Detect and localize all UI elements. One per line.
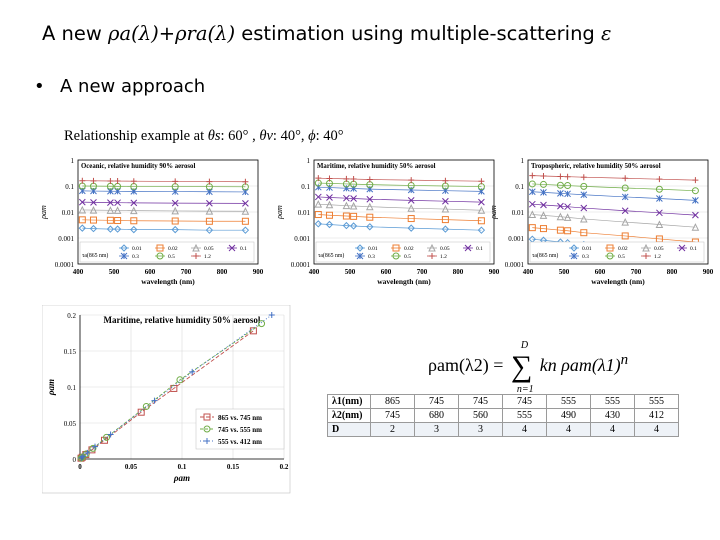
legend-label: 0.1 — [690, 246, 697, 252]
chart-title: Tropospheric, relative humidity 50% aerosol — [531, 163, 661, 170]
x-tick-label: 0.1 — [177, 463, 187, 471]
table-cell: 745 — [503, 395, 547, 409]
table-cell: 865 — [371, 395, 415, 409]
x-tick-label: 0.15 — [226, 463, 240, 471]
legend-label: 0.1 — [240, 246, 247, 252]
x-tick-label: 900 — [252, 268, 264, 276]
x-tick-label: 800 — [452, 268, 464, 276]
data-point — [692, 177, 698, 183]
table-cell: 745 — [415, 395, 459, 409]
x-tick-label: 500 — [558, 268, 570, 276]
x-tick-label: 600 — [594, 268, 606, 276]
chart-title: Maritime, relative humidity 50% aerosol — [103, 315, 261, 325]
series-line — [318, 224, 481, 230]
legend-label: 0.3 — [582, 254, 589, 260]
rho-ra-symbol: ρra(λ) — [175, 22, 236, 45]
table-cell: 4 — [547, 423, 591, 437]
bullet-point — [34, 76, 205, 97]
y-tick-label: 0.1 — [515, 183, 524, 191]
legend-label: 0.3 — [132, 254, 139, 260]
y-tick-label: 1 — [70, 157, 74, 165]
data-point — [269, 312, 275, 318]
wavelength-table — [327, 394, 679, 437]
chart-title: Oceanic, relative humidity 90% aerosol — [81, 163, 196, 170]
series-line — [532, 215, 695, 228]
y-axis-label: ρam — [46, 378, 56, 396]
y-tick-label: 0.001 — [508, 235, 524, 243]
table-cell: 412 — [635, 409, 679, 423]
series-line — [532, 176, 695, 180]
series-line — [532, 184, 695, 191]
series-line — [532, 228, 695, 242]
y-tick-label: 0.05 — [63, 420, 76, 428]
legend-label: 0.1 — [476, 246, 483, 252]
x-axis-label: ρam — [173, 473, 191, 483]
x-tick-label: 400 — [522, 268, 534, 276]
legend-label: 1.2 — [654, 254, 661, 260]
legend-title: τa(865 nm) — [82, 253, 109, 259]
table-cell: 745 — [371, 409, 415, 423]
legend-box — [316, 242, 490, 262]
legend-label: 0.05 — [654, 246, 664, 252]
chart-oceanic — [36, 150, 270, 290]
x-tick-label: 0 — [78, 463, 82, 471]
table-cell: 4 — [503, 423, 547, 437]
table-row-label: λ1(nm) — [328, 395, 371, 409]
series-line — [318, 204, 481, 210]
legend-label: 865 vs. 745 nm — [218, 414, 262, 422]
table-row-label: λ2(nm) — [328, 409, 371, 423]
legend-label: 0.3 — [368, 254, 375, 260]
series-line — [82, 202, 245, 203]
data-point — [326, 175, 332, 181]
legend-label: 0.01 — [582, 246, 592, 252]
chart-maritime — [272, 150, 506, 290]
x-tick-label: 700 — [180, 268, 192, 276]
x-tick-label: 600 — [144, 268, 156, 276]
table-row — [328, 395, 679, 409]
y-tick-label: 0.1 — [65, 183, 74, 191]
table-cell: 560 — [459, 409, 503, 423]
data-point — [557, 173, 563, 179]
x-tick-label: 600 — [380, 268, 392, 276]
epsilon-symbol: ε — [601, 22, 612, 45]
data-point — [172, 178, 178, 184]
y-tick-label: 0.0001 — [290, 261, 310, 269]
data-point — [442, 178, 448, 184]
data-point — [408, 177, 414, 183]
legend-label: 0.5 — [168, 254, 175, 260]
legend-label: 0.05 — [440, 246, 450, 252]
data-point — [90, 178, 96, 184]
series-line — [318, 215, 481, 221]
legend-box — [530, 242, 704, 262]
series-line — [318, 197, 481, 202]
legend-title: τa(865 nm) — [318, 253, 345, 259]
table-cell: 430 — [591, 409, 635, 423]
data-point — [351, 176, 357, 182]
x-tick-label: 500 — [108, 268, 120, 276]
table-row — [328, 423, 679, 437]
legend-label: 0.02 — [168, 246, 178, 252]
table-cell: 555 — [635, 395, 679, 409]
data-point — [107, 178, 113, 184]
series-line — [82, 220, 245, 221]
data-point — [367, 176, 373, 182]
x-tick-label: 700 — [416, 268, 428, 276]
legend-box — [80, 242, 254, 262]
table-cell: 4 — [635, 423, 679, 437]
legend-label: 0.5 — [404, 254, 411, 260]
legend-label: 555 vs. 412 nm — [218, 438, 262, 446]
y-axis-label: ρam — [489, 205, 498, 219]
legend-label: 0.5 — [618, 254, 625, 260]
y-tick-label: 0 — [72, 456, 76, 464]
data-point — [343, 176, 349, 182]
x-tick-label: 500 — [344, 268, 356, 276]
y-tick-label: 0.01 — [511, 209, 524, 217]
data-point — [540, 173, 546, 179]
y-tick-label: 0.1 — [301, 183, 310, 191]
legend-label: 0.02 — [404, 246, 414, 252]
table-cell: 4 — [591, 423, 635, 437]
legend-title: τa(865 nm) — [532, 253, 559, 259]
multiple-scattering-equation: ρam(λ2) = D ∑ n=1 kn $\rho am(\lambda 1)^n$ — [428, 340, 629, 395]
data-point — [79, 178, 85, 184]
data-point — [622, 175, 628, 181]
bullet-icon: • — [34, 76, 45, 97]
series-line — [532, 192, 695, 201]
table-cell: 555 — [503, 409, 547, 423]
legend-label: 1.2 — [440, 254, 447, 260]
table-row-label: D — [328, 423, 371, 437]
x-axis-label: wavelength (nm) — [141, 277, 195, 286]
chart-title: Maritime, relative humidity 50% aerosol — [317, 163, 436, 170]
data-point — [478, 178, 484, 184]
series-line — [318, 178, 481, 181]
rho-a-symbol: ρa(λ) — [108, 22, 159, 45]
series-line — [82, 210, 245, 211]
y-tick-label: 0.01 — [297, 209, 310, 217]
series-line — [318, 187, 481, 191]
x-tick-label: 900 — [702, 268, 714, 276]
series-line — [82, 181, 245, 182]
x-tick-label: 900 — [488, 268, 500, 276]
table-cell: 555 — [591, 395, 635, 409]
table-cell: 3 — [415, 423, 459, 437]
x-axis-label: wavelength (nm) — [591, 277, 645, 286]
bullet-text: A new approach — [60, 76, 206, 97]
x-tick-label: 800 — [216, 268, 228, 276]
data-point — [565, 174, 571, 180]
data-point — [581, 174, 587, 180]
data-point — [242, 179, 248, 185]
table-cell: 745 — [459, 395, 503, 409]
data-point — [206, 179, 212, 185]
legend-label: 0.01 — [132, 246, 142, 252]
x-tick-label: 0.2 — [279, 463, 289, 471]
table-cell: 2 — [371, 423, 415, 437]
x-tick-label: 800 — [666, 268, 678, 276]
x-tick-label: 400 — [308, 268, 320, 276]
x-tick-label: 700 — [630, 268, 642, 276]
figure-caption: Relationship example at θs: 60° , θv: 40°, ϕ: 40° — [64, 128, 344, 144]
legend-label: 745 vs. 555 nm — [218, 426, 262, 434]
y-axis-label: ρam — [275, 205, 284, 219]
slide-title: A new ρa(λ)+ρra(λ) estimation using multiple-scattering ε — [42, 22, 612, 45]
data-point — [131, 178, 137, 184]
y-tick-label: 0.0001 — [54, 261, 74, 269]
data-point — [529, 173, 535, 179]
legend-label: 0.01 — [368, 246, 378, 252]
y-tick-label: 1 — [306, 157, 310, 165]
table-cell: 555 — [547, 395, 591, 409]
y-axis-label: ρam — [39, 205, 48, 219]
y-tick-label: 0.2 — [67, 312, 76, 320]
legend-label: 0.05 — [204, 246, 214, 252]
series-line — [532, 204, 695, 215]
y-tick-label: 1 — [520, 157, 524, 165]
y-tick-label: 0.001 — [294, 235, 310, 243]
data-point — [115, 178, 121, 184]
legend-label: 0.02 — [618, 246, 628, 252]
chart-tropospheric — [486, 150, 720, 290]
legend-label: 1.2 — [204, 254, 211, 260]
y-tick-label: 0.01 — [61, 209, 74, 217]
chart-scatter-maritime — [42, 305, 292, 495]
x-tick-label: 0.05 — [124, 463, 138, 471]
y-tick-label: 0.001 — [58, 235, 74, 243]
table-cell: 490 — [547, 409, 591, 423]
series-line — [82, 191, 245, 192]
x-tick-label: 400 — [72, 268, 84, 276]
y-tick-label: 0.0001 — [504, 261, 524, 269]
data-point — [656, 176, 662, 182]
y-tick-label: 0.15 — [63, 348, 76, 356]
table-cell: 680 — [415, 409, 459, 423]
table-row — [328, 409, 679, 423]
table-cell: 3 — [459, 423, 503, 437]
x-axis-label: wavelength (nm) — [377, 277, 431, 286]
y-tick-label: 0.1 — [67, 384, 76, 392]
